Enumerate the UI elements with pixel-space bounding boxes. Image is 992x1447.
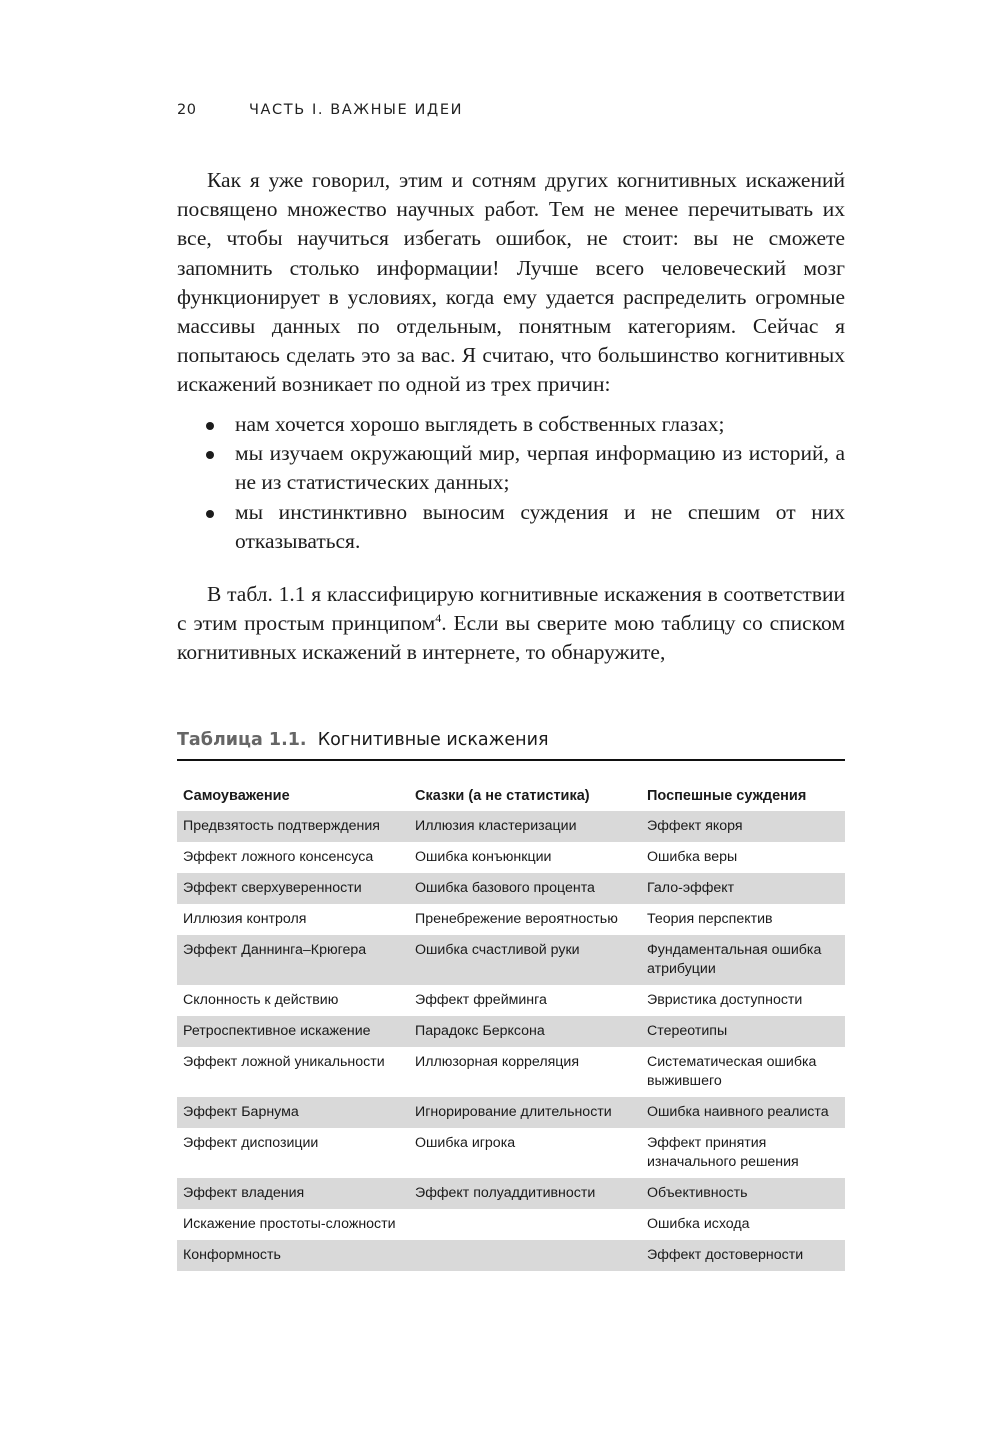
bullet-icon <box>206 510 214 518</box>
table-cell: Ошибка исхода <box>647 1216 750 1232</box>
table-cell: Систематическая ошибка выжившего <box>647 1054 817 1089</box>
bullet-item: мы инстинктивно выносим суждения и не спешим от них отказываться. <box>177 498 845 556</box>
table-cell: Эффект достоверности <box>641 1240 845 1271</box>
table-cell: Эффект Барнума <box>177 1097 409 1128</box>
table-cell: Ретроспективное искажение <box>177 1016 409 1047</box>
table-row <box>177 1209 845 1240</box>
table-caption-title: Когнитивные искажения <box>317 730 549 750</box>
table-row <box>177 1178 845 1209</box>
table-cell: Иллюзия кластеризации <box>409 811 641 842</box>
cognitive-biases-table <box>177 780 845 1271</box>
table-cell: Теория перспектив <box>647 911 773 927</box>
table-row <box>177 1240 845 1271</box>
table-caption-label: Таблица 1.1. <box>177 730 307 750</box>
column-header-stories: Сказки (а не статистика) <box>415 787 590 804</box>
table-cell: Гало-эффект <box>641 873 845 904</box>
page-number: 20 <box>177 102 197 118</box>
table-cell: Парадокс Берксона <box>409 1016 641 1047</box>
table-row <box>177 811 845 842</box>
paragraph-1-text: Как я уже говорил, этим и сотням других когнитивных искажений посвящено множество научных работ. Тем не менее перечитывать их все, чтобы научиться избегать ошибок, не стоит: вы не сможете запомнить столько информации! Лучше всего человеческий мозг функционирует в условиях, когда ему удается распределить огромные массивы данных по отдельным, понятным категориям. Сейчас я попытаюсь сделать это за вас. Я считаю, что большинство когнитивных искажений возникает по одной из трех причин: <box>177 168 845 397</box>
table-cell: Эффект принятия изначального решения <box>647 1135 799 1170</box>
bullet-icon <box>206 451 214 459</box>
table-row <box>177 935 845 985</box>
table-top-rule <box>177 759 845 761</box>
bullet-list <box>177 410 845 556</box>
bullet-item: мы изучаем окружающий мир, черпая информацию из историй, а не из статистических данных; <box>177 439 845 497</box>
table-cell: Ошибка веры <box>647 849 738 865</box>
column-header-self-esteem: Самоуважение <box>183 787 290 804</box>
table-cell: Ошибка наивного реалиста <box>641 1097 845 1128</box>
table-cell: Ошибка счастливой руки <box>409 935 641 985</box>
table-cell: Эффект полуаддитивности <box>409 1178 641 1209</box>
bullet-icon <box>206 422 214 430</box>
table-cell: Ошибка игрока <box>415 1135 516 1151</box>
table-cell: Иллюзорная корреляция <box>415 1054 580 1070</box>
table-cell: Эффект ложной уникальности <box>183 1054 385 1070</box>
table-cell: Объективность <box>641 1178 845 1209</box>
table-cell: Эффект владения <box>177 1178 409 1209</box>
paragraph-2: В табл. 1.1 я классифицирую когнитивные искажения в соответствии с этим простым принципом$^4$. Если вы сверите мою таблицу со списком когнитивных искажений в интернете, то обнаружите, <box>177 582 845 665</box>
table-row <box>177 1047 845 1097</box>
table-cell: Предвзятость подтверждения <box>177 811 409 842</box>
table-row <box>177 873 845 904</box>
table-caption <box>177 730 549 750</box>
table-row <box>177 1097 845 1128</box>
table-cell: Эффект Даннинга–Крюгера <box>177 935 409 985</box>
table-cell: Искажение простоты-сложности <box>183 1216 396 1232</box>
table-cell: Конформность <box>177 1240 409 1271</box>
table-cell: Эффект якоря <box>641 811 845 842</box>
running-title: ЧАСТЬ I. ВАЖНЫЕ ИДЕИ <box>249 102 464 118</box>
table-cell: Склонность к действию <box>183 992 339 1008</box>
table-header-row <box>177 780 845 811</box>
table-cell: Эффект сверхуверенности <box>177 873 409 904</box>
table-cell: Ошибка конъюнкции <box>415 849 552 865</box>
table-cell <box>409 1240 641 1271</box>
table-cell: Фундаментальная ошибка атрибуции <box>641 935 845 985</box>
table-cell: Стереотипы <box>641 1016 845 1047</box>
table-row <box>177 842 845 873</box>
table-cell: Эффект диспозиции <box>183 1135 319 1151</box>
table-cell: Эффект фрейминга <box>415 992 547 1008</box>
table-cell: Эвристика доступности <box>647 992 803 1008</box>
table-row <box>177 904 845 935</box>
table-cell: Игнорирование длительности <box>409 1097 641 1128</box>
table-cell: Иллюзия контроля <box>183 911 307 927</box>
paragraph-1 <box>177 166 845 400</box>
table-cell: Пренебрежение вероятностью <box>415 911 618 927</box>
running-header <box>177 102 463 118</box>
column-header-hasty-judgments: Поспешные суждения <box>647 787 807 804</box>
bullet-item: нам хочется хорошо выглядеть в собственных глазах; <box>177 410 845 439</box>
table-cell <box>409 1209 641 1240</box>
table-row <box>177 1128 845 1178</box>
table-row <box>177 985 845 1016</box>
table-cell: Эффект ложного консенсуса <box>183 849 374 865</box>
table-cell: Ошибка базового процента <box>409 873 641 904</box>
table-row <box>177 1016 845 1047</box>
footnote-reference[interactable]: 4 <box>435 611 442 626</box>
